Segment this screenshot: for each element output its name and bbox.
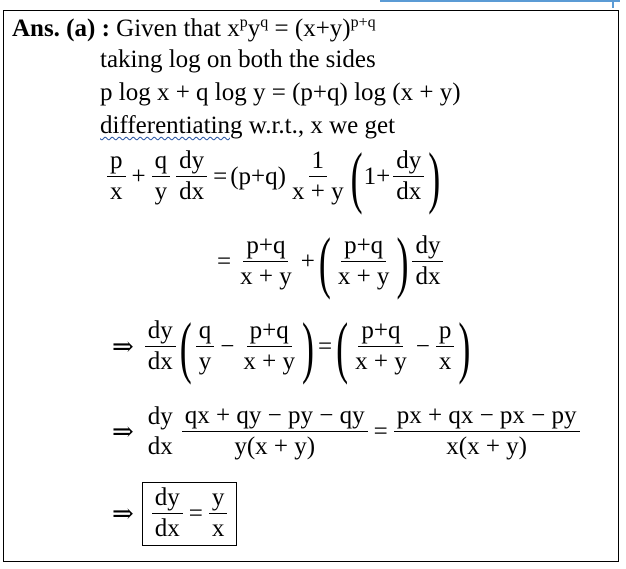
given-y: y: [247, 15, 261, 42]
frac-pq-over-xy: $\frac{p+q}{x + y}$: [337, 232, 390, 291]
equals-sign: =: [188, 499, 203, 527]
frac-dy-dx: $\frac{dy}{dx}$: [176, 148, 207, 206]
factor-p-plus-q: (p+q): [230, 162, 286, 190]
given-prefix: Given that x: [116, 15, 240, 42]
plus-sign: +: [300, 247, 315, 275]
frac-dy-dx: $\frac{dy}{dx}$: [145, 318, 176, 376]
implies-arrow: ⇒: [112, 416, 134, 446]
step-log-equation: p log x + q log y = (p+q) log (x + y): [100, 79, 461, 106]
paren-group: ( $\frac{q}{y}$ − $\frac{p+q}{x + y}$ ): [179, 308, 315, 385]
frac-pq-over-xy: $\frac{p+q}{x + y}$: [243, 317, 296, 376]
frac-pq-over-xy: $\frac{p+q}{x + y}$: [240, 232, 292, 291]
equation-4: [112, 403, 583, 461]
frac-p-over-x: $\frac{p}{x}$: [107, 148, 126, 206]
differentiating-word: differentiating: [100, 112, 243, 139]
frac-q-over-y: $\frac{q}{y}$: [152, 148, 171, 206]
frac-p-over-x: $\frac{p}{x}$: [436, 318, 455, 376]
top-accent-line: [380, 0, 620, 2]
minus-sign: −: [415, 332, 430, 360]
frac-dy-dx: dy dx: [147, 402, 173, 460]
given-exp-p: p: [239, 14, 248, 31]
equals-sign: =: [373, 417, 388, 445]
final-result-box: [142, 482, 238, 546]
frac-pq-over-xy: $\frac{p+q}{x + y}$: [355, 317, 407, 376]
given-exp-q: q: [260, 14, 269, 31]
answer-header: [12, 15, 376, 41]
equals-sign: =: [217, 247, 232, 275]
frac-numerator-over-xxy: $\frac{px + qx - px - py}{x(x + y)}$: [394, 403, 580, 461]
frac-numerator-over-yxy: $\frac{qx + qy - py - qy}{y(x + y)}$: [182, 403, 368, 461]
frac-dy-dx: $\frac{dy}{dx}$: [152, 485, 183, 543]
frac-y-over-x: $\frac{y}{x}$: [209, 485, 228, 543]
equals-sign: =: [213, 162, 228, 190]
plus-sign: +: [131, 162, 146, 190]
frac-1-over-xy: $\frac{1}{x + y}$: [291, 147, 344, 206]
given-exp-pq: p+q: [350, 14, 376, 31]
implies-arrow: ⇒: [112, 331, 134, 361]
equation-5: [112, 482, 237, 546]
equation-3: [112, 308, 471, 385]
step-take-log: taking log on both the sides: [100, 46, 376, 73]
minus-sign: −: [220, 332, 235, 360]
implies-arrow: ⇒: [112, 498, 134, 528]
paren-group: ( $\frac{p+q}{x + y}$ ): [318, 223, 409, 300]
differentiate-rest: w.r.t., x we get: [242, 112, 396, 139]
equation-2: [214, 223, 446, 300]
frac-dy-dx: $\frac{dy}{dx}$: [412, 233, 443, 291]
answer-label: Ans. (a) :: [12, 15, 110, 42]
step-differentiate: [100, 113, 395, 138]
paren-group: ( $\frac{p+q}{x + y}$ − $\frac{p}{x}$ ): [336, 308, 471, 385]
equation-1: [104, 138, 441, 215]
frac-q-over-y: $\frac{q}{y}$: [196, 318, 215, 376]
given-rhs: = (x+y): [268, 15, 351, 42]
frac-dy-dx: $\frac{dy}{dx}$: [393, 148, 424, 206]
top-accent-corner: [612, 0, 614, 8]
equals-sign: =: [318, 332, 333, 360]
paren-group: ( 1+ $\frac{dy}{dx}$ ): [350, 138, 441, 215]
